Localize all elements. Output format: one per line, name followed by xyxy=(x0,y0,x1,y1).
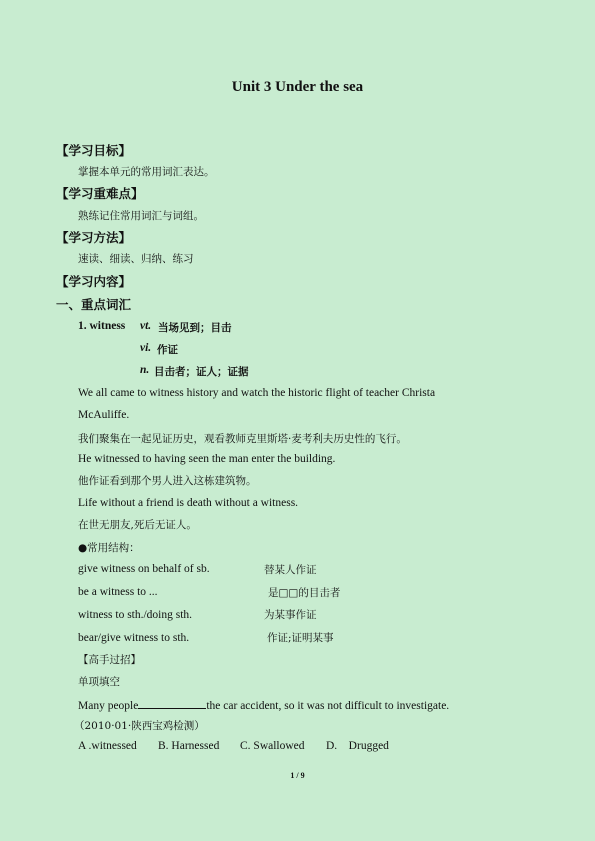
question-text-before: Many people xyxy=(78,700,139,712)
heading-key-points: 【学习重难点】 xyxy=(56,186,144,201)
option-c: C. Swallowed xyxy=(240,740,305,752)
heading-study-goal: 【学习目标】 xyxy=(56,143,132,158)
study-goal-text: 掌握本单元的常用词汇表达。 xyxy=(78,166,215,178)
example-1-cn: 我们聚集在一起见证历史，观看教师克里斯塔·麦考利夫历史性的飞行。 xyxy=(78,433,407,445)
option-a: A .witnessed xyxy=(78,740,137,752)
heading-study-method: 【学习方法】 xyxy=(56,230,132,245)
example-3-en: Life without a friend is death without a witness. xyxy=(78,497,299,509)
answer-blank xyxy=(138,697,206,709)
example-2-en: He witnessed to having seen the man enter the building. xyxy=(78,453,336,465)
structure-1-cn: 替某人作证 xyxy=(264,564,317,576)
entry-def-vi: 作证 xyxy=(157,344,178,356)
entry-word: 1. witness xyxy=(78,320,126,332)
exercise-heading: 【高手过招】 xyxy=(78,654,141,666)
exercise-source: （2010·01·陕西宝鸡检测） xyxy=(74,720,205,732)
exercise-question xyxy=(78,697,449,712)
question-text-after: the car accident, so it was not difficult to investigate. xyxy=(206,700,450,712)
structures-heading: ●常用结构： xyxy=(78,542,140,554)
example-1-en-line1: We all came to witness history and watch the historic flight of teacher Christa xyxy=(78,387,436,399)
key-points-text: 熟练记住常用词汇与词组。 xyxy=(78,210,204,222)
option-b: B. Harnessed xyxy=(158,740,220,752)
page-number: 1 / 9 xyxy=(290,771,305,780)
heading-key-vocabulary: 一、重点词汇 xyxy=(56,297,132,312)
structure-2-en: be a witness to ... xyxy=(78,586,158,598)
study-method-text: 速读、细读、归纳、练习 xyxy=(78,253,194,265)
page-title: Unit 3 Under the sea xyxy=(231,79,364,95)
entry-def-n: 目击者；证人；证据 xyxy=(154,366,249,378)
example-2-cn: 他作证看到那个男人进入这栋建筑物。 xyxy=(78,475,257,487)
option-d: D. Drugged xyxy=(326,740,389,752)
structure-4-cn: 作证;证明某事 xyxy=(267,632,334,644)
entry-pos-n: n. xyxy=(140,364,150,376)
heading-study-content: 【学习内容】 xyxy=(56,274,132,289)
entry-def-vt: 当场见到；目击 xyxy=(158,322,232,334)
structure-3-en: witness to sth./doing sth. xyxy=(78,609,193,621)
structure-4-en: bear/give witness to sth. xyxy=(78,632,190,644)
structure-3-cn: 为某事作证 xyxy=(264,609,317,621)
structure-1-en: give witness on behalf of sb. xyxy=(78,563,210,575)
entry-pos-vi: vi. xyxy=(140,342,152,354)
exercise-type: 单项填空 xyxy=(78,676,120,688)
example-1-en-line2: McAuliffe. xyxy=(78,409,130,421)
example-3-cn: 在世无朋友,死后无证人。 xyxy=(78,519,197,531)
entry-pos-vt: vt. xyxy=(140,320,152,332)
structure-2-cn: 是□□的目击者 xyxy=(268,587,341,599)
